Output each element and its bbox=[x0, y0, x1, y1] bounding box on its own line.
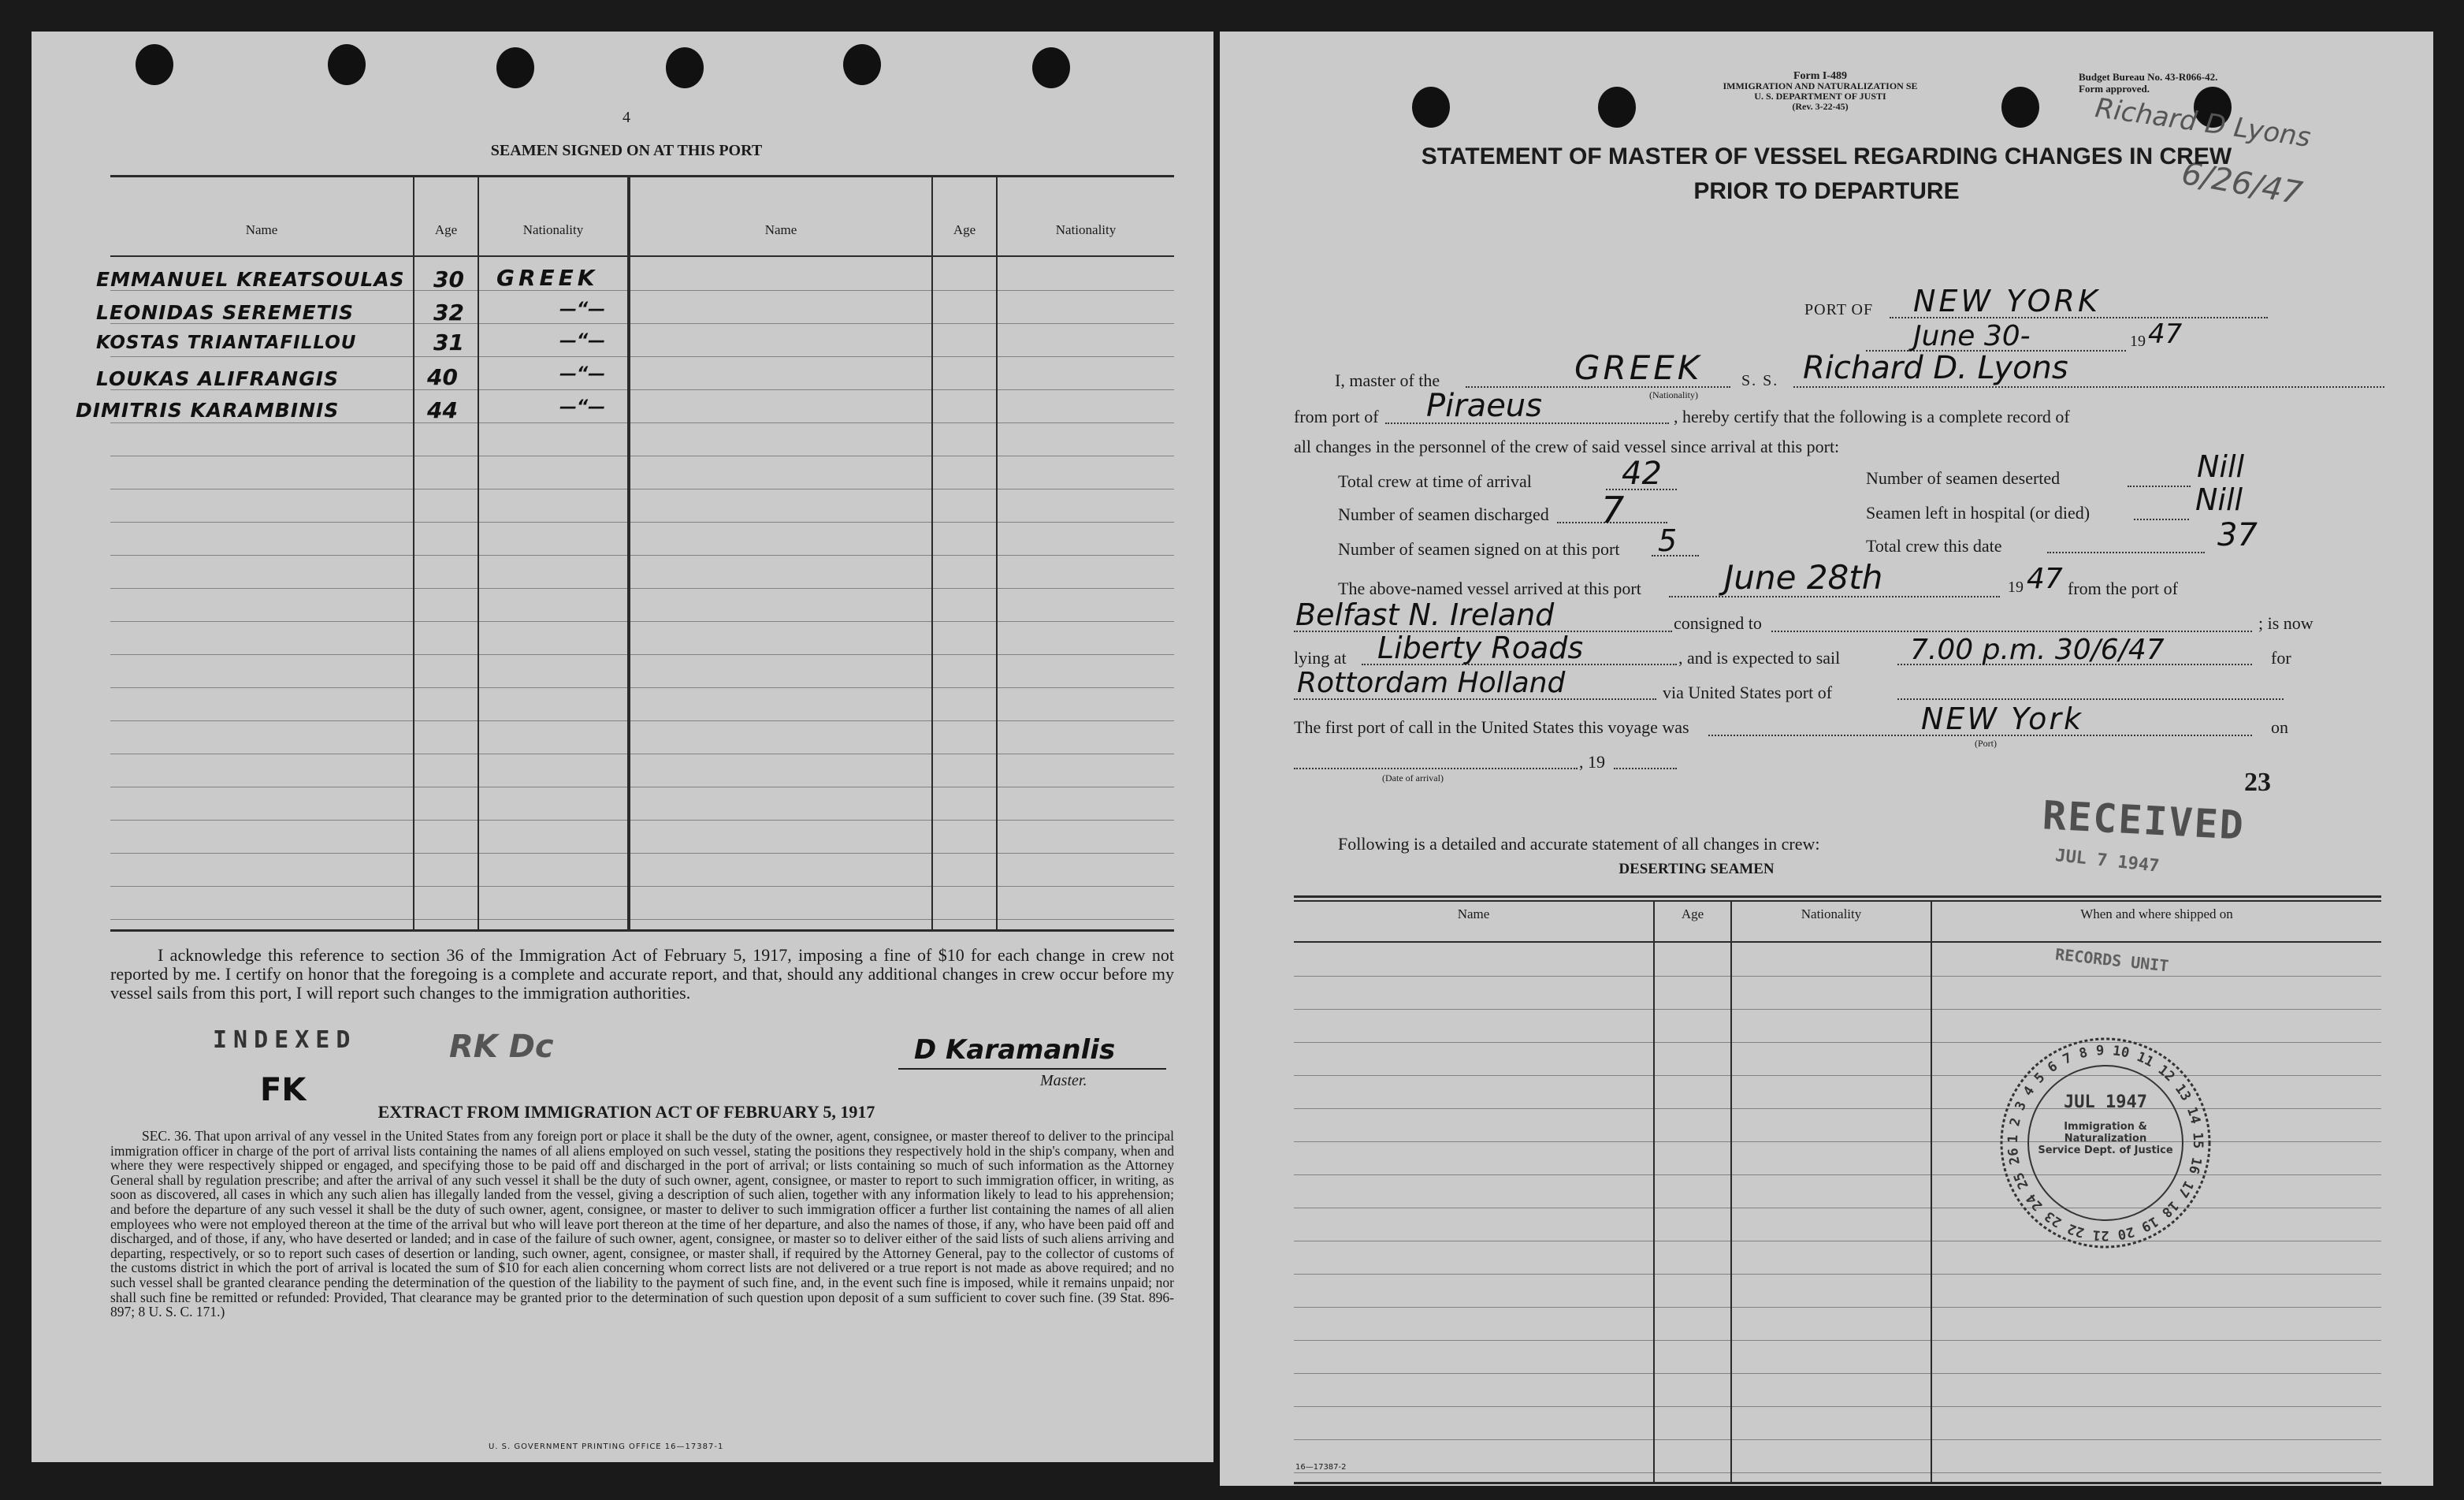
seaman-name: LOUKAS ALIFRANGIS bbox=[96, 367, 340, 390]
seaman-nationality: —“— bbox=[559, 364, 606, 384]
row-rule bbox=[110, 588, 1174, 589]
extract-text: SEC. 36. That upon arrival of any vessel in the United States from any foreign port or place it shall be the duty of the owner, agent, consignee, or master thereof to deliver to the principal immigration officer in charge of the port of arrival lists containing the names of all aliens employed on such vessel, stating the positions they respectively hold in the ship's company, when and where they were respectively shipped or engaged, and specifying those to be paid off and discharged in the port of arrival; or lists containing so much of such information as the Attorney General shall by regulation prescribe; and after the arrival of any such vessel it shall be the duty of such owner, agent, consignee, or master to report to such immigration officer, in writing, as soon as discovered, all cases in which any such alien has illegally landed from the vessel, giving a description of such alien, together with any information likely to lead to his apprehension; and before the departure of any such vessel it shall be the duty of such owner, agent, consignee, or master to deliver to such immigration officer a further list containing the names of all alien employees who were not employed thereon at the time of the arrival but who will leave port thereon at the time of her departure, and also the names of those, if any, who have been paid off and discharged, and of those, if any, who have deserted or landed; and in case of the failure of such owner, agent, consignee, or master so to deliver either of the said lists of such aliens arriving and departing, respectively, or so to report such cases of desertion or landing, such owner, agent, consignee, or master shall, if required by the Attorney General, pay to the collector of customs of the customs district in which the port of arrival is located the sum of $10 for each alien concerning whom correct lists are not delivered or a true report is not made as above required; and no such vessel shall be granted clearance pending the determination of the question of the liability to the payment of such fine, and, in the event such fine is imposed, while it remains unpaid; nor shall such fine be remitted or refunded: Provided, That clearance may be granted prior to the determination of such question upon deposit of a sum sufficient to cover such fine. (39 Stat. 896-897; 8 U. S. C. 171.) bbox=[110, 1128, 1174, 1320]
form-number: Form I-489 bbox=[1793, 70, 1848, 82]
received-stamp: RECEIVED bbox=[2041, 792, 2247, 849]
agency-name: IMMIGRATION AND NATURALIZATION SE bbox=[1723, 80, 1918, 91]
row-rule bbox=[110, 720, 1174, 721]
form-header bbox=[1655, 71, 1986, 112]
initials-handwritten: RK Dc bbox=[449, 1029, 554, 1065]
col-header-age: Age bbox=[1681, 906, 1704, 921]
discharged-label: Number of seamen discharged bbox=[1338, 504, 1549, 524]
seaman-name: LEONIDAS SEREMETIS bbox=[96, 301, 355, 324]
seaman-name: EMMANUEL KREATSOULAS bbox=[96, 268, 405, 291]
expected-label: , and is expected to sail bbox=[1678, 648, 1841, 668]
col-header-name: Name bbox=[1457, 906, 1490, 921]
port-label: PORT OF bbox=[1804, 301, 1874, 318]
records-unit-stamp: RECORDS UNIT bbox=[2054, 944, 2170, 976]
row-rule bbox=[110, 422, 1174, 423]
initials-handwritten: FK bbox=[260, 1072, 307, 1108]
master-label: Master. bbox=[1040, 1072, 1087, 1089]
lying-at-label: lying at bbox=[1294, 648, 1347, 668]
row-rule bbox=[1294, 976, 2381, 977]
right-page bbox=[1220, 32, 2433, 1486]
printing-office-footer: U. S. GOVERNMENT PRINTING OFFICE 16—17387-1 bbox=[489, 1442, 724, 1451]
row-rule bbox=[110, 555, 1174, 556]
hospital-value: Nill bbox=[2195, 482, 2243, 517]
row-rule bbox=[1294, 1373, 2381, 1374]
seaman-age: 32 bbox=[433, 300, 464, 326]
stamp-date: JUL 1947 bbox=[2064, 1092, 2147, 1112]
port-value: NEW YORK bbox=[1913, 284, 2101, 318]
from-port-label: from port of bbox=[1294, 407, 1379, 426]
punch-hole bbox=[1598, 87, 1636, 128]
via-label: via United States port of bbox=[1663, 683, 1833, 702]
deserting-title: DESERTING SEAMEN bbox=[1619, 861, 1775, 877]
form-title: STATEMENT OF MASTER OF VESSEL REGARDING CHANGES IN CREW bbox=[1421, 143, 2232, 169]
seaman-age: 30 bbox=[433, 266, 464, 292]
arrived-label: The above-named vessel arrived at this port bbox=[1338, 579, 1641, 598]
seaman-nationality: —“— bbox=[559, 300, 606, 319]
on-label: on bbox=[2271, 717, 2288, 737]
deserted-label: Number of seamen deserted bbox=[1866, 468, 2061, 488]
handwritten-ship-name: Richard D Lyons bbox=[2093, 92, 2313, 154]
row-rule bbox=[1294, 1439, 2381, 1440]
for-label: for bbox=[2271, 648, 2291, 668]
row-rule bbox=[1294, 1472, 2381, 1473]
seaman-name: DIMITRIS KARAMBINIS bbox=[76, 399, 340, 422]
arrived-year-value: 47 bbox=[2027, 563, 2063, 595]
nationality-value: GREEK bbox=[1574, 348, 1703, 387]
seaman-nationality: —“— bbox=[559, 331, 606, 351]
row-rule bbox=[110, 621, 1174, 622]
total-crew-label: Total crew at time of arrival bbox=[1338, 471, 1532, 491]
signed-on-value: 5 bbox=[1658, 523, 1678, 558]
arrived-year-prefix: 19 bbox=[2008, 579, 2024, 596]
row-rule bbox=[110, 886, 1174, 887]
ship-name-value: Richard D. Lyons bbox=[1803, 350, 2068, 386]
total-date-label: Total crew this date bbox=[1866, 536, 2002, 556]
consigned-label: consigned to bbox=[1674, 613, 1762, 633]
master-of-label: I, master of the bbox=[1335, 370, 1440, 390]
budget-bureau: Budget Bureau No. 43-R066-42. Form approved. bbox=[2079, 71, 2218, 95]
handwritten-date: 6/26/47 bbox=[2179, 154, 2306, 213]
row-rule bbox=[110, 654, 1174, 655]
row-rule bbox=[1294, 1307, 2381, 1308]
seaman-name: KOSTAS TRIANTAFILLOU bbox=[96, 333, 357, 353]
col-header-name: Name bbox=[764, 222, 797, 237]
row-rule bbox=[110, 522, 1174, 523]
deserting-table bbox=[1294, 895, 2381, 1484]
year-value: 47 bbox=[2148, 318, 2183, 350]
row-rule bbox=[1294, 1042, 2381, 1043]
row-rule bbox=[1294, 1406, 2381, 1407]
extract-title: EXTRACT FROM IMMIGRATION ACT OF FEBRUARY 5, 1917 bbox=[377, 1102, 875, 1122]
following-text: Following is a detailed and accurate statement of all changes in crew: bbox=[1338, 834, 1820, 854]
lying-at-value: Liberty Roads bbox=[1377, 631, 1584, 665]
row-rule bbox=[1294, 1075, 2381, 1076]
received-date-stamp: JUL 7 1947 bbox=[2054, 846, 2161, 877]
punch-hole bbox=[843, 44, 881, 85]
col-header-age: Age bbox=[434, 222, 458, 237]
port-caption: (Port) bbox=[1975, 738, 1997, 749]
row-rule bbox=[110, 687, 1174, 688]
round-date-stamp bbox=[1995, 1033, 2216, 1253]
nationality-caption: (Nationality) bbox=[1649, 389, 1698, 400]
form-subtitle: PRIOR TO DEPARTURE bbox=[1693, 178, 1960, 204]
seaman-age: 31 bbox=[433, 329, 464, 355]
indexed-stamp: INDEXED bbox=[213, 1026, 357, 1054]
signed-on-table bbox=[76, 175, 1174, 932]
row-rule bbox=[1294, 1174, 2381, 1175]
first-port-value: NEW York bbox=[1921, 702, 2084, 736]
col-header-nationality: Nationality bbox=[522, 222, 584, 237]
certify-text: , hereby certify that the following is a complete record of bbox=[1674, 407, 2070, 426]
department-name: U. S. DEPARTMENT OF JUSTI bbox=[1754, 91, 1886, 102]
acknowledgment-text: I acknowledge this reference to section 36 of the Immigration Act of February 5, 1917, imposing a fine of $10 for each change in crew not reported by me. I certify on honor that the foregoing is a complete and accurate report, and that, should any additional changes in crew occur before my vessel sails from this port, I will report such changes to the immigration authorities. bbox=[110, 945, 1174, 1003]
seaman-age: 40 bbox=[427, 364, 458, 390]
date-value: June 30- bbox=[1913, 320, 2031, 352]
deserted-value: Nill bbox=[2197, 449, 2245, 484]
arrived-from-value: Belfast N. Ireland bbox=[1295, 597, 1555, 632]
punch-hole bbox=[1412, 87, 1450, 128]
punch-hole bbox=[1032, 47, 1070, 88]
date-arrival-year: , 19 bbox=[1579, 752, 1605, 772]
stamp-agency: Immigration & Naturalization Service Dept. of Justice bbox=[2038, 1121, 2173, 1156]
form-footer: 16—17387-2 bbox=[1295, 1463, 1347, 1472]
from-port-value: Piraeus bbox=[1426, 388, 1542, 424]
hospital-label: Seamen left in hospital (or died) bbox=[1866, 503, 2090, 523]
col-header-nationality: Nationality bbox=[1055, 222, 1117, 237]
row-rule bbox=[110, 853, 1174, 854]
expected-value: 7.00 p.m. 30/6/47 bbox=[1910, 634, 2165, 666]
date-arrival-caption: (Date of arrival) bbox=[1382, 772, 1444, 783]
col-header-when-where: When and where shipped on bbox=[2080, 906, 2233, 921]
row-rule bbox=[1294, 1108, 2381, 1109]
row-rule bbox=[110, 356, 1174, 357]
all-changes-text: all changes in the personnel of the crew of said vessel since arrival at this port: bbox=[1294, 437, 1840, 456]
total-date-value: 37 bbox=[2217, 517, 2258, 553]
col-header-name: Name bbox=[245, 222, 278, 237]
revision-date: (Rev. 3-22-45) bbox=[1792, 101, 1849, 112]
col-header-age: Age bbox=[953, 222, 976, 237]
seaman-nationality: —“— bbox=[559, 397, 606, 417]
is-now-label: ; is now bbox=[2258, 613, 2313, 633]
year-prefix: 19 bbox=[2130, 333, 2146, 350]
punch-hole bbox=[136, 44, 173, 85]
seaman-age: 44 bbox=[427, 397, 458, 423]
discharged-value: 7 bbox=[1601, 489, 1625, 531]
document-number: 23 bbox=[2244, 768, 2271, 797]
ss-label: S. S. bbox=[1741, 372, 1779, 389]
punch-hole bbox=[666, 47, 704, 88]
stamp-ring-text: 1 2 3 4 5 6 7 8 9 10 11 12 13 14 15 16 17 18 19 20 21 22 23 24 25 26 bbox=[2005, 1042, 2206, 1244]
left-page bbox=[32, 32, 1213, 1462]
row-rule bbox=[1294, 1009, 2381, 1010]
page-number: 4 bbox=[623, 109, 630, 126]
from-the-port-label: from the port of bbox=[2068, 579, 2178, 598]
row-rule bbox=[1294, 1141, 2381, 1142]
arrived-date-value: June 28th bbox=[1724, 558, 1883, 597]
total-crew-value: 42 bbox=[1622, 456, 1662, 492]
punch-hole bbox=[328, 44, 366, 85]
row-rule bbox=[1294, 1340, 2381, 1341]
seaman-nationality: GREEK bbox=[496, 265, 599, 291]
row-rule bbox=[110, 919, 1174, 920]
punch-hole bbox=[496, 47, 534, 88]
col-header-nationality: Nationality bbox=[1801, 906, 1862, 921]
row-rule bbox=[1294, 1274, 2381, 1275]
first-port-label: The first port of call in the United States this voyage was bbox=[1294, 717, 1689, 737]
signed-on-label: Number of seamen signed on at this port bbox=[1338, 539, 1620, 559]
destination-value: Rottordam Holland bbox=[1297, 667, 1566, 699]
row-rule bbox=[110, 820, 1174, 821]
punch-hole bbox=[2001, 87, 2039, 128]
master-signature: D Karamanlis bbox=[914, 1034, 1116, 1066]
section-title: SEAMEN SIGNED ON AT THIS PORT bbox=[490, 142, 763, 159]
